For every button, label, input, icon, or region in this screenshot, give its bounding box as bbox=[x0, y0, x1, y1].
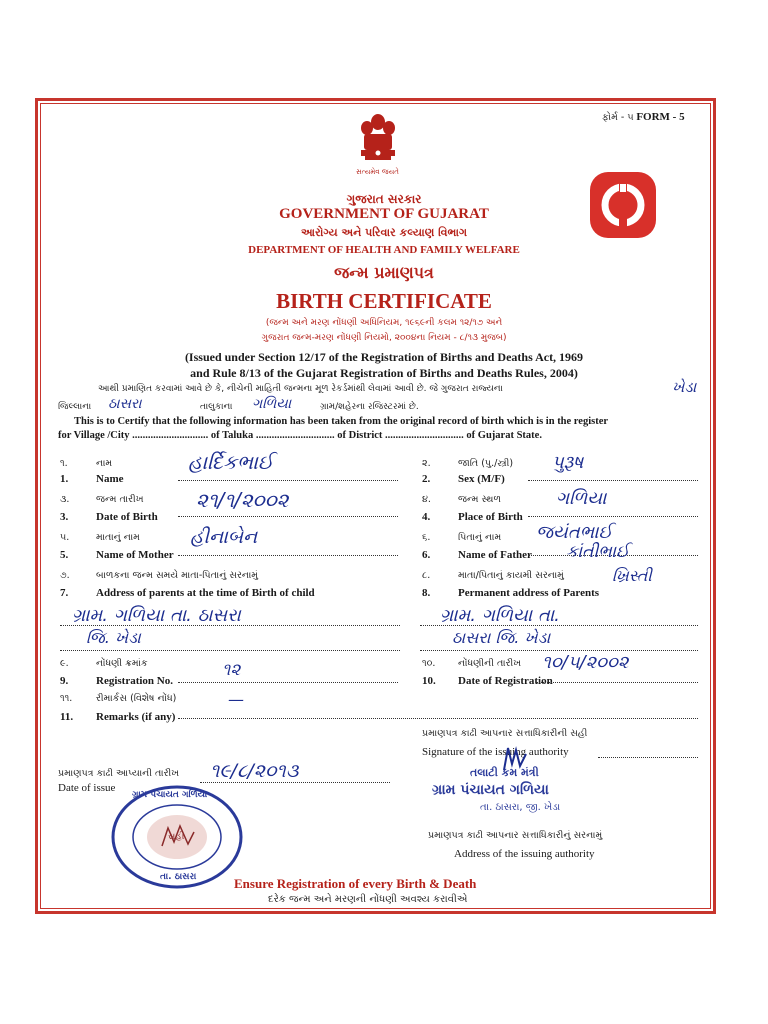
certify-en-line-1: This is to Certify that the following information has been taken from the original record of birth which is in the register bbox=[74, 416, 609, 427]
stamp-taluka: તા. ઠાસરા, જી. ખેડા bbox=[480, 802, 561, 813]
form-label-gu: ફોર્મ - ૫ bbox=[602, 112, 634, 123]
field-5-label: Name of Mother bbox=[96, 549, 174, 561]
certify-gu-taluka: તાલુકાના bbox=[200, 402, 233, 412]
father-value-1: જયંતભાઈ bbox=[536, 522, 613, 543]
field-5-label-gu: માતાનું નામ bbox=[96, 532, 140, 543]
taluka-value: ઠાસરા bbox=[108, 396, 142, 412]
field-4-label-gu: જન્મ સ્થળ bbox=[458, 494, 501, 505]
field-7-gu bbox=[60, 570, 258, 581]
field-11-num: 11. bbox=[60, 711, 74, 723]
address-label-gu: પ્રમાણપત્ર કાઢી આપનાર સત્તાધિકારીનું સરનામું bbox=[428, 830, 603, 841]
field-11-label-gu: રીમાર્કસ (વિશેષ નોંધ) bbox=[96, 693, 177, 704]
signature-label-gu: પ્રમાણપત્ર કાઢી આપનાર સત્તાધિકારીની સહી bbox=[422, 728, 588, 739]
field-6-label-gu: પિતાનું નામ bbox=[458, 532, 502, 543]
certify-gu-village: ગ્રામ/શહેરના રજિસ્ટરમાં છે. bbox=[320, 402, 419, 412]
field-3-label-gu: જન્મ તારીખ bbox=[96, 494, 144, 505]
seal-bottom-text: તા. ઠાસરા bbox=[160, 872, 197, 882]
certify-gu-district: જિલ્લાના bbox=[58, 402, 92, 412]
issue-date-label-gu: પ્રમાણપત્ર કાઢી આપ્યાની તારીખ bbox=[58, 768, 180, 779]
field-9-label-gu: નોંધણી ક્રમાંક bbox=[96, 658, 148, 669]
field-2-label-gu: જાતિ (પુ./સ્ત્રી) bbox=[458, 458, 514, 469]
field-1-label-gu: નામ bbox=[96, 458, 113, 469]
field-10-num-gu: ૧૦. bbox=[422, 658, 436, 669]
name-value: હાર્દિકભાઈ bbox=[188, 450, 274, 474]
field-2-num-gu: ૨. bbox=[422, 458, 431, 469]
gov-title-gu: ગુજરાત સરકાર bbox=[346, 192, 422, 206]
form-label-en: FORM - 5 bbox=[636, 111, 685, 123]
field-7-label: Address of parents at the time of Birth of child bbox=[96, 587, 315, 599]
dept-title-en: DEPARTMENT OF HEALTH AND FAMILY WELFARE bbox=[248, 244, 520, 256]
field-7-en bbox=[60, 587, 315, 599]
sex-value: પુરૂષ bbox=[552, 452, 584, 473]
certify-gu-line-1: આથી પ્રમાણિત કરવામાં આવે છે કે, નીચેની માહિતી જન્મના મૂળ રેકર્ડમાંથી લેવામાં આવી છે. જે ગુજરાત રાજ્યના bbox=[98, 384, 503, 394]
stamp-designation: તલાટી કમ મંત્રી bbox=[470, 766, 539, 779]
field-6-en bbox=[422, 549, 532, 561]
gov-title-en: GOVERNMENT OF GUJARAT bbox=[279, 206, 489, 222]
field-9-gu bbox=[60, 658, 148, 669]
form-number bbox=[602, 111, 685, 123]
dept-title-gu: આરોગ્ય અને પરિવાર કલ્યાણ વિભાગ bbox=[300, 226, 468, 239]
field-3-label: Date of Birth bbox=[96, 511, 158, 523]
field-4-gu bbox=[422, 494, 501, 505]
certificate-title-gu: જન્મ પ્રમાણપત્ર bbox=[334, 263, 434, 282]
field-8-en bbox=[422, 587, 599, 599]
field-6-num: 6. bbox=[422, 549, 431, 561]
certify-en-line-2: for Village /City ............................. of Taluka .............................. of District .............................. of Gujarat State. bbox=[58, 430, 542, 441]
field-2-gu bbox=[422, 458, 513, 469]
district-value: ખેડા bbox=[672, 378, 697, 396]
field-2-num: 2. bbox=[422, 473, 431, 485]
issue-date-value: ૧૯/૮/૨૦૧૩ bbox=[210, 760, 299, 782]
field-8-num: 8. bbox=[422, 587, 431, 599]
footer-gu: દરેક જન્મ અને મરણની નોંધણી અવશ્ય કરાવીએ bbox=[268, 894, 468, 905]
field-7-num: 7. bbox=[60, 587, 69, 599]
field-10-gu bbox=[422, 658, 521, 669]
certificate-title-en: BIRTH CERTIFICATE bbox=[276, 289, 492, 313]
field-8-label: Permanent address of Parents bbox=[458, 587, 600, 599]
panchayat-seal bbox=[110, 784, 244, 890]
field-4-num: 4. bbox=[422, 511, 431, 523]
field-1-en bbox=[60, 473, 124, 485]
field-10-num: 10. bbox=[422, 675, 436, 687]
issue-date-label-en: Date of issue bbox=[58, 782, 116, 794]
field-4-num-gu: ૪. bbox=[422, 494, 431, 505]
dob-value: ૨૧/૧/૨૦૦૨ bbox=[196, 488, 289, 512]
stamp-panchayat: ગ્રામ પંચાયત ગળિયા bbox=[432, 782, 549, 798]
remarks-value: — bbox=[228, 690, 244, 709]
field-10-label: Date of Registration bbox=[458, 675, 553, 687]
field-9-num-gu: ૯. bbox=[60, 658, 69, 669]
permanent-address-line-2: ઠાસરા જિ. ખેડા bbox=[452, 628, 551, 647]
field-5-num-gu: ૫. bbox=[60, 532, 70, 543]
field-8-label-gu: માતા/પિતાનું કાયમી સરનામું bbox=[458, 570, 564, 581]
field-11-num-gu: ૧૧. bbox=[60, 693, 73, 704]
field-10-en bbox=[422, 675, 553, 687]
field-9-num: 9. bbox=[60, 675, 69, 687]
seal-top-text: ગ્રામ પંચાયત ગળિયા bbox=[132, 790, 208, 800]
signature-label-en: Signature of the issuing authority bbox=[422, 746, 569, 758]
permanent-address-line-1: ગ્રામ. ગળિયા તા. bbox=[440, 605, 560, 626]
field-5-num: 5. bbox=[60, 549, 69, 561]
act-note-en-2: and Rule 8/13 of the Gujarat Registration of Births and Deaths Rules, 2004) bbox=[190, 366, 578, 380]
field-11-en bbox=[60, 711, 175, 723]
religion-note: ખ્રિસ્તી bbox=[612, 566, 652, 585]
field-1-label: Name bbox=[96, 473, 124, 485]
field-10-label-gu: નોંધણીની તારીખ bbox=[458, 658, 522, 669]
father-value-2: કાંતીભાઈ bbox=[566, 542, 630, 562]
field-1-gu bbox=[60, 458, 112, 469]
field-11-label: Remarks (if any) bbox=[96, 711, 176, 723]
field-6-gu bbox=[422, 532, 501, 543]
field-2-label: Sex (M/F) bbox=[458, 473, 505, 485]
mother-value: હીનાબેન bbox=[190, 526, 258, 548]
field-3-num-gu: ૩. bbox=[60, 494, 70, 505]
field-6-label: Name of Father bbox=[458, 549, 532, 561]
field-5-gu bbox=[60, 532, 140, 543]
emblem-motto: સત્યમેવ જયતે bbox=[356, 168, 399, 176]
birth-address-line-2: જિ. ખેડા bbox=[86, 628, 141, 647]
field-6-num-gu: ૬. bbox=[422, 532, 431, 543]
birth-address-line-1: ગ્રામ. ગળિયા તા. ઠાસરા bbox=[72, 605, 241, 626]
place-value: ગળિયા bbox=[556, 488, 607, 509]
field-9-en bbox=[60, 675, 173, 687]
field-4-label: Place of Birth bbox=[458, 511, 523, 523]
field-2-en bbox=[422, 473, 505, 485]
national-emblem-icon bbox=[350, 112, 406, 176]
field-3-gu bbox=[60, 494, 144, 505]
seal-center-text: સહી bbox=[168, 832, 185, 842]
field-7-num-gu: ૭. bbox=[60, 570, 70, 581]
field-8-gu bbox=[422, 570, 564, 581]
village-value: ગળિયા bbox=[252, 396, 292, 412]
act-note-gu-1: (જન્મ અને મરણ નોંધણી અધિનિયમ, ૧૯૬૯ની કલમ ૧૨/૧૭ અને bbox=[265, 318, 503, 328]
address-label-en: Address of the issuing authority bbox=[454, 848, 595, 860]
field-1-num: 1. bbox=[60, 473, 69, 485]
field-4-en bbox=[422, 511, 523, 523]
act-note-gu-2: ગુજરાત જન્મ-મરણ નોંધણી નિયમો, ૨૦૦૪ના નિયમ - ૮/૧૩ મુજબ) bbox=[261, 333, 507, 343]
act-note-en-1: (Issued under Section 12/17 of the Registration of Births and Deaths Act, 1969 bbox=[184, 350, 584, 364]
field-8-num-gu: ૮. bbox=[422, 570, 431, 581]
reg-date-value: ૧૦/૫/૨૦૦૨ bbox=[542, 652, 629, 673]
field-9-label: Registration No. bbox=[96, 675, 173, 687]
field-5-en bbox=[60, 549, 174, 561]
field-1-num-gu: ૧. bbox=[60, 458, 68, 469]
field-3-num: 3. bbox=[60, 511, 69, 523]
reg-no-value: ૧૨ bbox=[222, 660, 241, 680]
footer-en: Ensure Registration of every Birth & Death bbox=[234, 876, 477, 891]
field-11-gu bbox=[60, 693, 176, 704]
field-7-label-gu: બાળકના જન્મ સમયે માતા-પિતાનું સરનામું bbox=[96, 570, 259, 581]
field-3-en bbox=[60, 511, 158, 523]
